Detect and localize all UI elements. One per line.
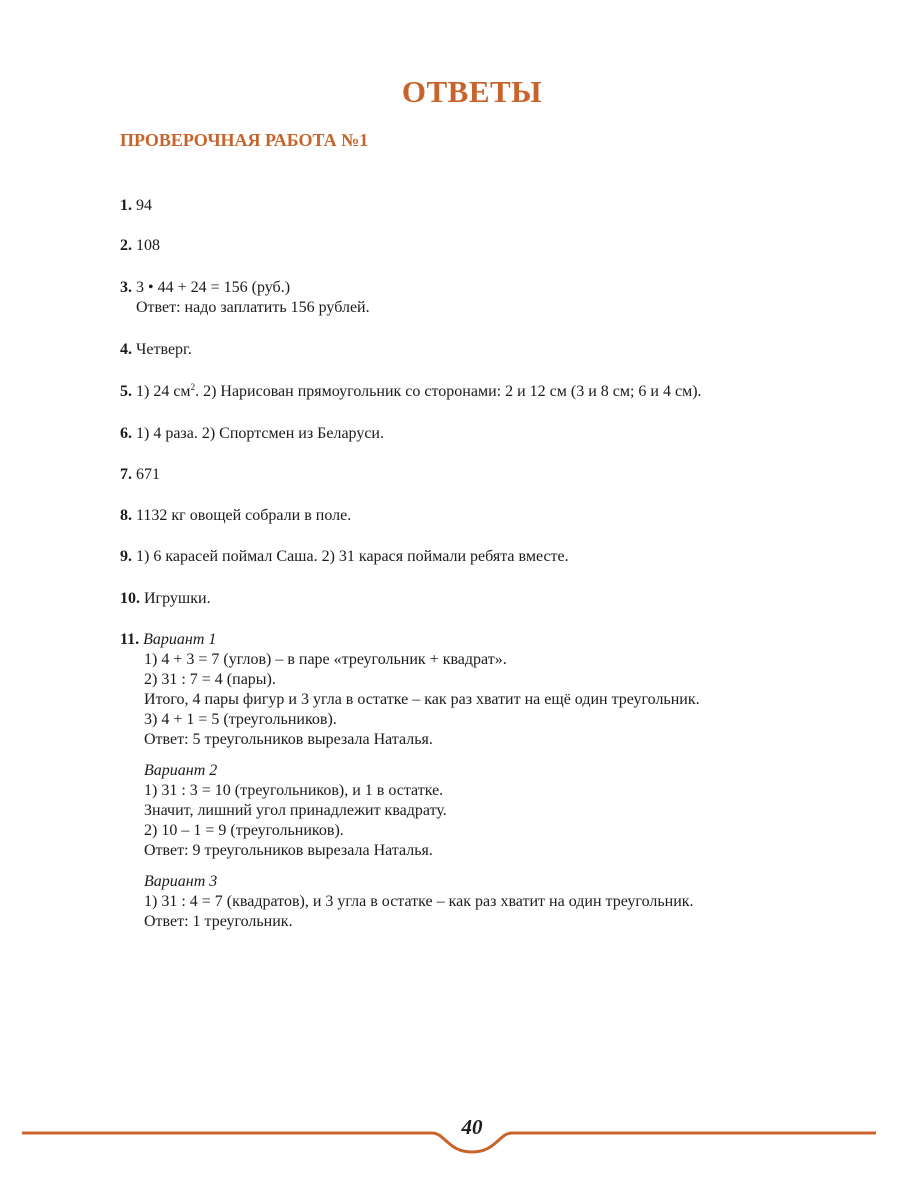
answer-number: 3. xyxy=(120,279,132,296)
page-title: ОТВЕТЫ xyxy=(401,74,543,109)
variant-title: Вариант 3 xyxy=(144,873,218,890)
answer-9 xyxy=(120,547,569,567)
answer-number: 1. xyxy=(120,197,132,214)
answer-number: 2. xyxy=(120,237,132,254)
answer-text: 1) 4 раза. 2) Спортсмен из Беларуси. xyxy=(136,425,384,442)
page-number: 40 xyxy=(461,1115,483,1139)
answer-text: 1132 кг овощей собрали в поле. xyxy=(136,507,352,524)
solution-line: Ответ: 9 треугольников вырезала Наталья. xyxy=(144,842,433,859)
solution-line: Ответ: 1 треугольник. xyxy=(144,913,293,930)
variant-title: Вариант 1 xyxy=(143,631,217,648)
solution-line: Значит, лишний угол принадлежит квадрату. xyxy=(144,802,447,819)
answer-4 xyxy=(120,340,192,360)
answer-11 xyxy=(120,630,216,650)
answer-text: 108 xyxy=(136,237,160,254)
answer-number: 7. xyxy=(120,466,132,483)
answer-number: 8. xyxy=(120,507,132,524)
answer-text-end: . 2) Нарисован прямоугольник со сторонами: 2 и 12 см (3 и 8 см; 6 и 4 см). xyxy=(195,383,702,400)
answer-1 xyxy=(120,196,152,216)
variant-1-body xyxy=(144,650,700,750)
answer-7 xyxy=(120,465,160,485)
solution-line: Итого, 4 пары фигур и 3 угла в остатке – как раз хватит на ещё один треугольник. xyxy=(144,691,700,708)
solution-line: 1) 31 : 4 = 7 (квадратов), и 3 угла в остатке – как раз хватит на один треугольник. xyxy=(144,893,694,910)
variant-title: Вариант 2 xyxy=(144,762,218,779)
answer-number: 6. xyxy=(120,425,132,442)
answer-text: Игрушки. xyxy=(144,590,211,607)
answer-number: 10. xyxy=(120,590,140,607)
answer-3 xyxy=(120,278,370,318)
solution-line: 2) 31 : 7 = 4 (пары). xyxy=(144,671,276,688)
variant-3-body xyxy=(144,872,694,932)
answer-text: Четверг. xyxy=(136,341,192,358)
answer-line: Ответ: надо заплатить 156 рублей. xyxy=(136,299,370,316)
answer-number: 4. xyxy=(120,341,132,358)
solution-line: 1) 31 : 3 = 10 (треугольников), и 1 в остатке. xyxy=(144,782,444,799)
answer-text: 3 • 44 + 24 = 156 (руб.) xyxy=(136,279,291,296)
variant-2-body xyxy=(144,761,447,861)
solution-line: Ответ: 5 треугольников вырезала Наталья. xyxy=(144,731,433,748)
superscript: 2 xyxy=(190,382,196,392)
answer-text: 1) 6 карасей поймал Саша. 2) 31 карася поймали ребята вместе. xyxy=(136,548,569,565)
answer-10 xyxy=(120,589,211,609)
answer-number: 9. xyxy=(120,548,132,565)
answer-text: 94 xyxy=(136,197,152,214)
solution-line: 2) 10 – 1 = 9 (треугольников). xyxy=(144,822,344,839)
answer-number: 5. xyxy=(120,383,132,400)
answer-2 xyxy=(120,236,160,256)
answer-5 xyxy=(120,382,702,402)
section-title: ПРОВЕРОЧНАЯ РАБОТА №1 xyxy=(120,130,369,150)
answer-8 xyxy=(120,506,351,526)
solution-line: 3) 4 + 1 = 5 (треугольников). xyxy=(144,711,337,728)
answer-text-start: 1) 24 см xyxy=(136,383,191,400)
answer-number: 11. xyxy=(120,631,140,648)
answer-6 xyxy=(120,424,384,444)
answer-text: 671 xyxy=(136,466,160,483)
solution-line: 1) 4 + 3 = 7 (углов) – в паре «треугольник + квадрат». xyxy=(144,651,507,668)
